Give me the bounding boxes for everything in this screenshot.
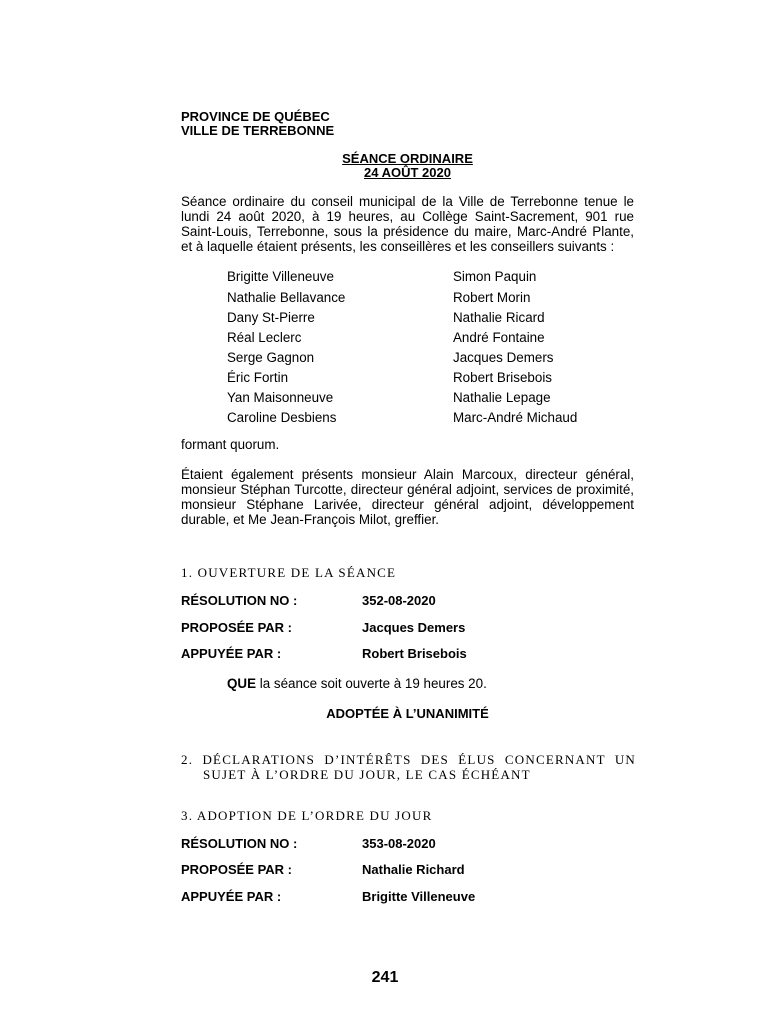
seconded-by: Robert Brisebois bbox=[362, 646, 467, 661]
list-item: Caroline Desbiens bbox=[227, 410, 337, 425]
list-item: Marc-André Michaud bbox=[453, 410, 578, 425]
intro-paragraph: Séance ordinaire du conseil municipal de la Ville de Terrebonne tenue le lundi 24 août 2020, à 19 heures, au Collège Saint-Sacrement, 901 rue Saint-Louis, Terrebonne, sous la présidence du maire, Marc-André Plante, et à laquelle étaient présents, les conseillères et les conseillers suivants : bbox=[181, 194, 634, 254]
resolution-number: 353-08-2020 bbox=[362, 836, 436, 851]
section-2-title bbox=[181, 752, 636, 782]
also-present-paragraph: Étaient également présents monsieur Alain Marcoux, directeur général, monsieur Stéphan Turcotte, directeur général adjoint, services de proximité, monsieur Stéphane Larivée, directeur général adjoint, développement durable, et Me Jean-François Milot, greffier. bbox=[181, 467, 634, 527]
list-item: Yan Maisonneuve bbox=[227, 390, 334, 405]
resolution-text bbox=[227, 676, 487, 691]
province-heading: PROVINCE DE QUÉBEC bbox=[181, 109, 330, 124]
page-number: 241 bbox=[371, 969, 399, 986]
que-text: la séance soit ouverte à 19 heures 20. bbox=[256, 676, 487, 691]
list-item: Brigitte Villeneuve bbox=[227, 269, 334, 284]
list-item: Éric Fortin bbox=[227, 370, 289, 385]
resolution-label: RÉSOLUTION NO : bbox=[181, 836, 298, 851]
section-2-title-text: 2. DÉCLARATIONS D’INTÉRÊTS DES ÉLUS CONCERNANT UN SUJET À L’ORDRE DU JOUR, LE CAS ÉCHÉANT bbox=[181, 752, 636, 782]
list-item: Nathalie Bellavance bbox=[227, 290, 346, 305]
list-item: André Fontaine bbox=[453, 330, 545, 345]
list-item: Réal Leclerc bbox=[227, 330, 302, 345]
proposed-label: PROPOSÉE PAR : bbox=[181, 620, 293, 635]
list-item: Robert Morin bbox=[453, 290, 531, 305]
proposed-label: PROPOSÉE PAR : bbox=[181, 862, 293, 877]
list-item: Dany St-Pierre bbox=[227, 310, 315, 325]
list-item: Nathalie Ricard bbox=[453, 310, 545, 325]
proposed-by: Nathalie Richard bbox=[362, 862, 465, 877]
list-item: Jacques Demers bbox=[453, 350, 554, 365]
list-item: Nathalie Lepage bbox=[453, 390, 551, 405]
session-date: 24 AOÛT 2020 bbox=[364, 165, 451, 180]
quorum-text: formant quorum. bbox=[181, 437, 280, 452]
proposed-by: Jacques Demers bbox=[362, 620, 466, 635]
adopted-statement: ADOPTÉE À L’UNANIMITÉ bbox=[326, 706, 489, 721]
seconded-by: Brigitte Villeneuve bbox=[362, 889, 476, 904]
seconded-label: APPUYÉE PAR : bbox=[181, 646, 282, 661]
section-3-title: 3. ADOPTION DE L’ORDRE DU JOUR bbox=[181, 808, 433, 823]
seconded-label: APPUYÉE PAR : bbox=[181, 889, 282, 904]
section-1-title: 1. OUVERTURE DE LA SÉANCE bbox=[181, 565, 397, 580]
ville-heading: VILLE DE TERREBONNE bbox=[181, 123, 335, 138]
session-title: SÉANCE ORDINAIRE bbox=[342, 151, 473, 166]
resolution-number: 352-08-2020 bbox=[362, 593, 436, 608]
resolution-label: RÉSOLUTION NO : bbox=[181, 593, 298, 608]
list-item: Simon Paquin bbox=[453, 269, 537, 284]
list-item: Serge Gagnon bbox=[227, 350, 315, 365]
que-keyword: QUE bbox=[227, 676, 257, 691]
list-item: Robert Brisebois bbox=[453, 370, 552, 385]
